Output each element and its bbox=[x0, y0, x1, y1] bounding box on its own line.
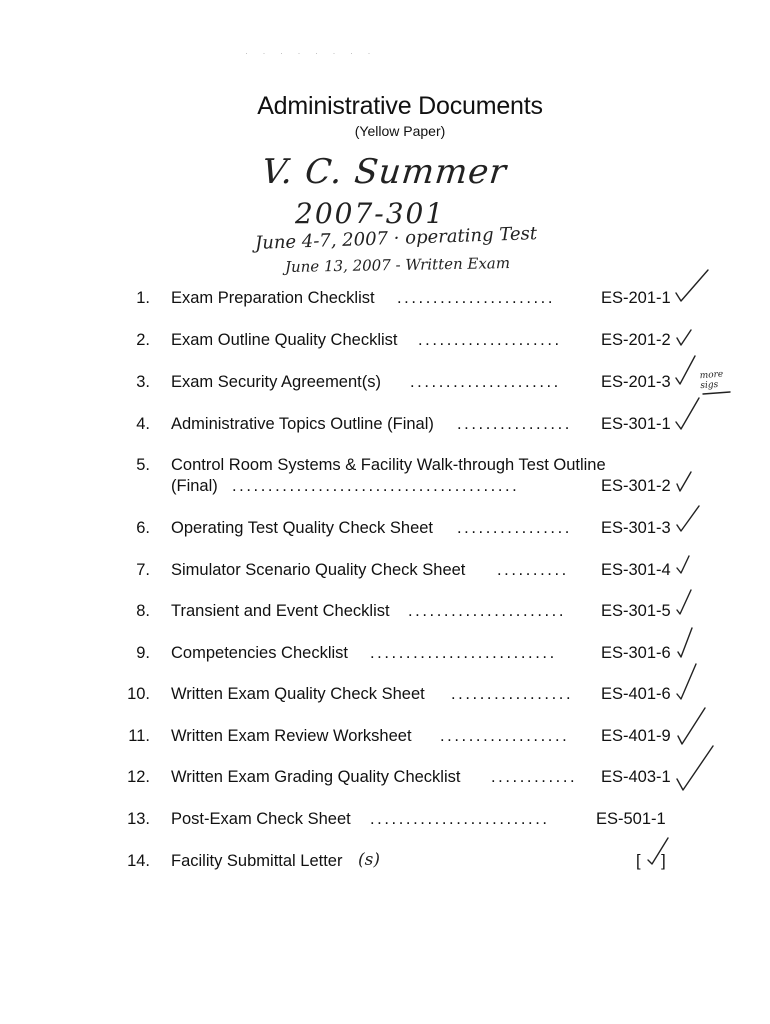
check-mark-icon bbox=[677, 664, 696, 699]
item-code: ES-201-2 bbox=[601, 331, 671, 349]
item-number: 2. bbox=[136, 331, 150, 349]
item-code: ES-201-3 bbox=[601, 373, 671, 391]
item-code: ES-301-6 bbox=[601, 644, 671, 662]
leader-dots: .................. bbox=[440, 727, 570, 745]
check-mark-icon bbox=[677, 472, 691, 491]
leader-dots: ......................... bbox=[370, 810, 550, 828]
check-mark-icon bbox=[676, 356, 695, 384]
underline-stroke bbox=[703, 392, 730, 394]
item-code: ES-401-9 bbox=[601, 727, 671, 745]
leader-dots: ..................... bbox=[410, 373, 561, 391]
check-mark-icon bbox=[677, 330, 691, 345]
item-number: 4. bbox=[136, 415, 150, 433]
item-label: Written Exam Grading Quality Checklist bbox=[171, 768, 461, 786]
handwritten-plant-name: V. C. Summer bbox=[259, 152, 509, 192]
page-title: Administrative Documents bbox=[257, 92, 543, 120]
handwritten-written-exam-date: June 13, 2007 - Written Exam bbox=[284, 254, 511, 276]
check-mark-icon bbox=[677, 556, 689, 573]
item-label: Control Room Systems & Facility Walk-through Test Outline bbox=[171, 456, 606, 474]
item-label: Written Exam Quality Check Sheet bbox=[171, 685, 425, 703]
item-label: Administrative Topics Outline (Final) bbox=[171, 415, 434, 433]
check-mark-icon bbox=[677, 746, 713, 790]
item-label: Exam Outline Quality Checklist bbox=[171, 331, 398, 349]
item-label: Written Exam Review Worksheet bbox=[171, 727, 412, 745]
item-number: 10. bbox=[127, 685, 150, 703]
item-code: ES-201-1 bbox=[601, 289, 671, 307]
item-code: ES-301-3 bbox=[601, 519, 671, 537]
item-code: ES-501-1 bbox=[596, 810, 666, 828]
item-number: 13. bbox=[127, 810, 150, 828]
item-code: ES-403-1 bbox=[601, 768, 671, 786]
item-number: 5. bbox=[136, 456, 150, 474]
item-code: ES-401-6 bbox=[601, 685, 671, 703]
item-label: Exam Preparation Checklist bbox=[171, 289, 375, 307]
leader-dots: .................... bbox=[418, 331, 562, 349]
handwritten-more-sigs-note: more sigs bbox=[699, 369, 724, 392]
item-number: 6. bbox=[136, 519, 150, 537]
page-subtitle: (Yellow Paper) bbox=[354, 123, 446, 139]
item-number: 14. bbox=[127, 852, 150, 870]
item-label: Operating Test Quality Check Sheet bbox=[171, 519, 434, 537]
leader-dots: .......................... bbox=[370, 644, 557, 662]
leader-dots: ................ bbox=[457, 519, 572, 537]
item-label: Facility Submittal Letter bbox=[171, 852, 343, 870]
item-code: ES-301-5 bbox=[601, 602, 671, 620]
item-number: 7. bbox=[136, 561, 150, 579]
handwritten-letter-suffix: (s) bbox=[358, 850, 380, 870]
handwritten-exam-number: 2007-301 bbox=[295, 197, 446, 230]
item-number: 12. bbox=[127, 768, 150, 786]
item-code-bracket: [ ] bbox=[636, 852, 674, 870]
check-mark-icon bbox=[678, 708, 705, 744]
leader-dots: ...................... bbox=[397, 289, 556, 307]
scan-artifact: · · · · · · · · bbox=[245, 48, 377, 58]
item-label: Transient and Event Checklist bbox=[171, 602, 390, 620]
item-label: Competencies Checklist bbox=[171, 644, 348, 662]
item-code: ES-301-2 bbox=[601, 477, 671, 495]
item-number: 3. bbox=[136, 373, 150, 391]
check-mark-icon bbox=[676, 270, 708, 301]
item-number: 9. bbox=[136, 644, 150, 662]
item-number: 11. bbox=[128, 727, 150, 745]
item-number: 1. bbox=[136, 289, 150, 307]
item-number: 8. bbox=[136, 602, 150, 620]
leader-dots: ........................................ bbox=[232, 477, 520, 495]
item-label: Exam Security Agreement(s) bbox=[171, 373, 381, 391]
leader-dots: ................ bbox=[457, 415, 572, 433]
item-label: Simulator Scenario Quality Check Sheet bbox=[171, 561, 466, 579]
check-mark-icon bbox=[677, 590, 691, 614]
leader-dots: ...................... bbox=[408, 602, 567, 620]
check-mark-icon bbox=[678, 628, 692, 657]
check-mark-icon bbox=[677, 506, 699, 531]
item-label-continuation: (Final) bbox=[171, 477, 218, 495]
handwritten-operating-test-date: June 4-7, 2007 · operating Test bbox=[254, 223, 538, 254]
item-label: Post-Exam Check Sheet bbox=[171, 810, 351, 828]
leader-dots: ............ bbox=[491, 768, 578, 786]
leader-dots: ................. bbox=[451, 685, 574, 703]
leader-dots: .......... bbox=[497, 561, 569, 579]
item-code: ES-301-4 bbox=[601, 561, 671, 579]
item-code: ES-301-1 bbox=[601, 415, 671, 433]
check-mark-icon bbox=[676, 398, 699, 429]
